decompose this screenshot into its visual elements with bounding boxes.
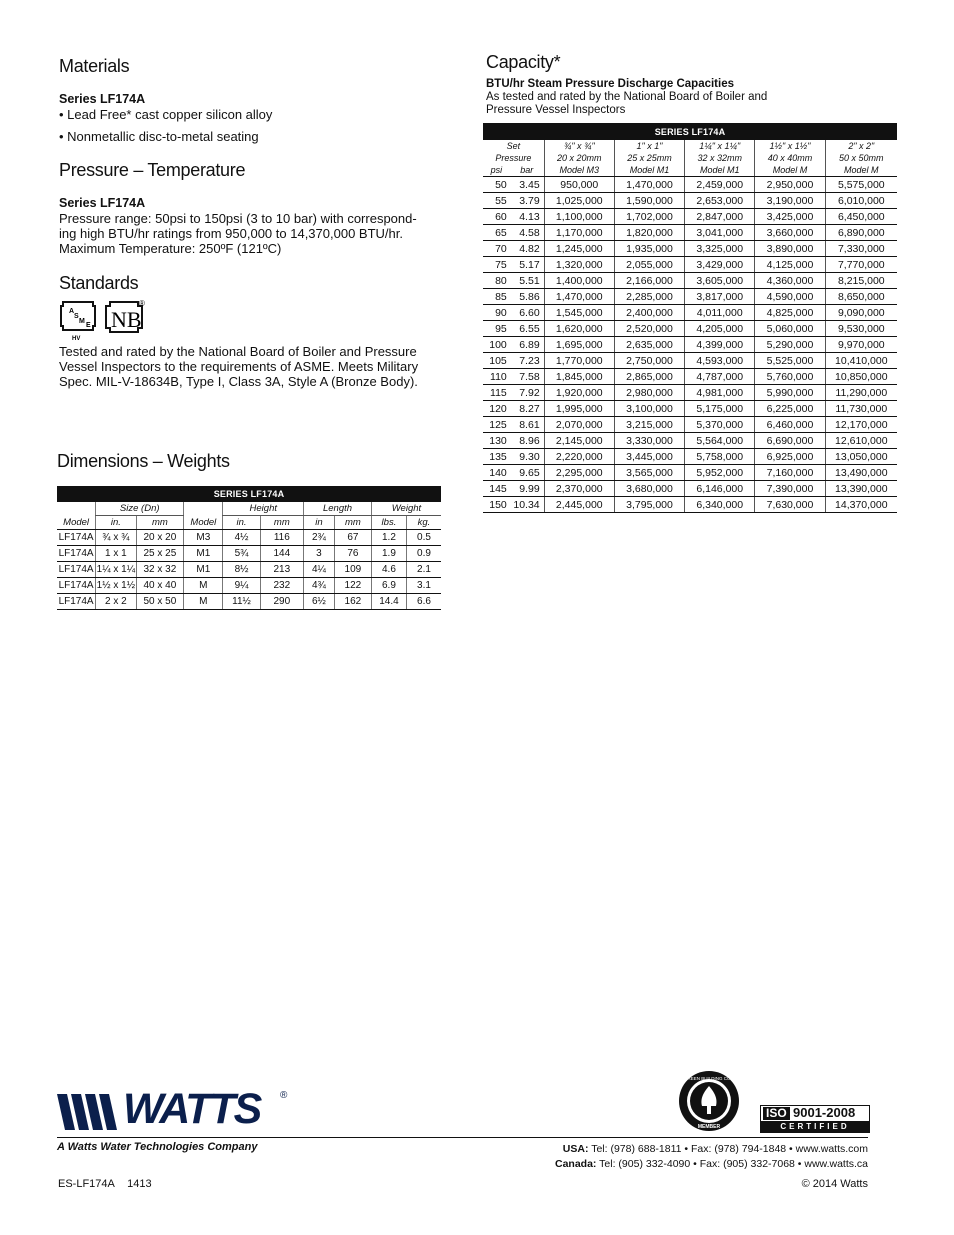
dimensions-row xyxy=(57,546,441,562)
capacity-bar-cell: 3.79 xyxy=(510,193,544,209)
col-weight-kg: kg. xyxy=(406,516,441,530)
capacity-row xyxy=(483,257,897,273)
col-height-in: in. xyxy=(223,516,260,530)
dimensions-cell: 6.9 xyxy=(371,578,406,594)
capacity-value-cell: 1,470,000 xyxy=(544,289,614,305)
capacity-value-cell: 5,370,000 xyxy=(685,417,755,433)
capacity-value-cell: 7,630,000 xyxy=(755,497,825,513)
size-in-3: 1½" x 1½" xyxy=(755,140,825,152)
capacity-psi-cell: 60 xyxy=(483,209,510,225)
dimensions-cell: 162 xyxy=(334,594,371,610)
capacity-value-cell: 4,825,000 xyxy=(755,305,825,321)
capacity-bar-cell: 5.86 xyxy=(510,289,544,305)
unit-bar: bar xyxy=(510,164,544,177)
usgbc-member-seal-icon xyxy=(673,1070,745,1132)
capacity-value-cell: 6,450,000 xyxy=(825,209,897,225)
capacity-value-cell: 2,950,000 xyxy=(755,177,825,193)
capacity-row xyxy=(483,401,897,417)
dimensions-cell: 4¼ xyxy=(304,562,335,578)
capacity-row xyxy=(483,289,897,305)
capacity-row xyxy=(483,209,897,225)
dimensions-cell: LF174A xyxy=(57,530,96,546)
capacity-psi-cell: 95 xyxy=(483,321,510,337)
capacity-value-cell: 3,215,000 xyxy=(614,417,684,433)
capacity-bar-cell: 6.60 xyxy=(510,305,544,321)
capacity-value-cell: 8,215,000 xyxy=(825,273,897,289)
capacity-value-cell: 2,459,000 xyxy=(685,177,755,193)
dimensions-heading: Dimensions – Weights xyxy=(57,451,230,471)
capacity-row xyxy=(483,369,897,385)
capacity-bar-cell: 6.89 xyxy=(510,337,544,353)
capacity-value-cell: 7,160,000 xyxy=(755,465,825,481)
svg-text:A: A xyxy=(69,308,75,315)
svg-text:NB: NB xyxy=(111,307,142,332)
dimensions-cell: 1½ x 1½ xyxy=(96,578,136,594)
dimensions-cell: 67 xyxy=(334,530,371,546)
capacity-value-cell: 3,100,000 xyxy=(614,401,684,417)
size-mm-1: 25 x 25mm xyxy=(614,152,684,164)
dimensions-cell: LF174A xyxy=(57,594,96,610)
iso-certification-badge xyxy=(760,1105,870,1133)
dimensions-cell: 25 x 25 xyxy=(136,546,184,562)
dimensions-row xyxy=(57,578,441,594)
set-label: Set xyxy=(506,141,521,151)
capacity-value-cell: 3,041,000 xyxy=(685,225,755,241)
group-height: Height xyxy=(223,502,304,516)
capacity-value-cell: 5,760,000 xyxy=(755,369,825,385)
capacity-psi-cell: 130 xyxy=(483,433,510,449)
capacity-value-cell: 9,970,000 xyxy=(825,337,897,353)
capacity-value-cell: 6,460,000 xyxy=(755,417,825,433)
capacity-psi-cell: 135 xyxy=(483,449,510,465)
capacity-value-cell: 3,330,000 xyxy=(614,433,684,449)
dimensions-cell: 2.1 xyxy=(406,562,441,578)
size-in-4: 2" x 2" xyxy=(825,140,897,152)
capacity-value-cell: 4,787,000 xyxy=(685,369,755,385)
materials-bullet-2: • Nonmetallic disc-to-metal seating xyxy=(59,129,259,144)
col-model-2: Model xyxy=(184,516,223,530)
model-1: Model M1 xyxy=(614,164,684,177)
capacity-value-cell: 950,000 xyxy=(544,177,614,193)
capacity-value-cell: 1,100,000 xyxy=(544,209,614,225)
col-model: Model xyxy=(57,516,96,530)
asme-stamp-icon xyxy=(59,298,99,342)
capacity-psi-cell: 70 xyxy=(483,241,510,257)
dimensions-row xyxy=(57,594,441,610)
capacity-value-cell: 2,295,000 xyxy=(544,465,614,481)
dimensions-cell: 1 x 1 xyxy=(96,546,136,562)
dimensions-cell: 144 xyxy=(260,546,303,562)
model-0: Model M3 xyxy=(544,164,614,177)
standards-heading: Standards xyxy=(59,273,139,293)
iso-label: ISO xyxy=(763,1107,790,1120)
capacity-value-cell: 2,166,000 xyxy=(614,273,684,289)
group-size: Size (Dn) xyxy=(96,502,184,516)
materials-heading: Materials xyxy=(59,56,130,76)
copyright: © 2014 Watts xyxy=(801,1178,868,1190)
capacity-value-cell: 1,590,000 xyxy=(614,193,684,209)
capacity-psi-cell: 75 xyxy=(483,257,510,273)
capacity-psi-cell: 100 xyxy=(483,337,510,353)
pressure-text: Pressure range: 50psi to 150psi (3 to 10 bar) with correspond- ing high BTU/hr ratings from 950,000 to 14,370,000 BTU/hr. Maximum Temperature: 250ºF (121ºC) xyxy=(59,211,417,256)
capacity-value-cell: 2,285,000 xyxy=(614,289,684,305)
dimensions-cell: M3 xyxy=(184,530,223,546)
size-mm-3: 40 x 40mm xyxy=(755,152,825,164)
capacity-row xyxy=(483,417,897,433)
capacity-value-cell: 3,817,000 xyxy=(685,289,755,305)
size-in-0: ¾" x ¾" xyxy=(544,140,614,152)
capacity-psi-cell: 90 xyxy=(483,305,510,321)
dimensions-cell: M xyxy=(184,578,223,594)
capacity-psi-cell: 105 xyxy=(483,353,510,369)
usa-contact: USA: Tel: (978) 688-1811 • Fax: (978) 794-1848 • www.watts.com xyxy=(562,1143,868,1155)
capacity-row xyxy=(483,305,897,321)
capacity-psi-cell: 110 xyxy=(483,369,510,385)
watts-wave-icon xyxy=(57,1094,129,1130)
svg-text:®: ® xyxy=(139,299,145,308)
dimensions-cell: 2¾ xyxy=(304,530,335,546)
watts-logo xyxy=(57,1085,291,1134)
capacity-value-cell: 4,981,000 xyxy=(685,385,755,401)
iso-certified: CERTIFIED xyxy=(761,1121,869,1132)
capacity-value-cell: 4,399,000 xyxy=(685,337,755,353)
capacity-value-cell: 1,935,000 xyxy=(614,241,684,257)
capacity-value-cell: 8,650,000 xyxy=(825,289,897,305)
capacity-psi-cell: 55 xyxy=(483,193,510,209)
dimensions-table xyxy=(57,486,441,610)
capacity-value-cell: 4,125,000 xyxy=(755,257,825,273)
capacity-row xyxy=(483,385,897,401)
dimensions-cell: 20 x 20 xyxy=(136,530,184,546)
capacity-value-cell: 4,011,000 xyxy=(685,305,755,321)
dimensions-cell: 0.5 xyxy=(406,530,441,546)
capacity-bar-cell: 4.82 xyxy=(510,241,544,257)
capacity-value-cell: 2,055,000 xyxy=(614,257,684,273)
dimensions-cell: 6.6 xyxy=(406,594,441,610)
capacity-row xyxy=(483,241,897,257)
capacity-value-cell: 13,390,000 xyxy=(825,481,897,497)
capacity-row xyxy=(483,433,897,449)
unit-psi: psi xyxy=(483,164,510,177)
group-length: Length xyxy=(304,502,372,516)
capacity-bar-cell: 7.23 xyxy=(510,353,544,369)
capacity-value-cell: 1,400,000 xyxy=(544,273,614,289)
capacity-value-cell: 3,425,000 xyxy=(755,209,825,225)
capacity-row xyxy=(483,225,897,241)
capacity-value-cell: 5,990,000 xyxy=(755,385,825,401)
capacity-note: As tested and rated by the National Board of Boiler and Pressure Vessel Inspectors xyxy=(486,91,768,116)
capacity-row xyxy=(483,497,897,513)
capacity-value-cell: 2,070,000 xyxy=(544,417,614,433)
capacity-value-cell: 13,050,000 xyxy=(825,449,897,465)
dimensions-cell: 40 x 40 xyxy=(136,578,184,594)
capacity-value-cell: 5,525,000 xyxy=(755,353,825,369)
capacity-value-cell: 1,320,000 xyxy=(544,257,614,273)
svg-text:S: S xyxy=(74,313,79,320)
dimensions-cell: LF174A xyxy=(57,562,96,578)
capacity-value-cell: 1,470,000 xyxy=(614,177,684,193)
materials-bullet-1: • Lead Free* cast copper silicon alloy xyxy=(59,107,273,122)
capacity-psi-cell: 125 xyxy=(483,417,510,433)
capacity-value-cell: 2,445,000 xyxy=(544,497,614,513)
capacity-value-cell: 6,890,000 xyxy=(825,225,897,241)
capacity-value-cell: 3,429,000 xyxy=(685,257,755,273)
capacity-value-cell: 2,145,000 xyxy=(544,433,614,449)
capacity-value-cell: 3,325,000 xyxy=(685,241,755,257)
size-mm-0: 20 x 20mm xyxy=(544,152,614,164)
dimensions-cell: 4.6 xyxy=(371,562,406,578)
canada-contact: Canada: Tel: (905) 332-4090 • Fax: (905) 332-7068 • www.watts.ca xyxy=(555,1158,868,1170)
capacity-bar-cell: 8.96 xyxy=(510,433,544,449)
dimensions-cell: 50 x 50 xyxy=(136,594,184,610)
dimensions-cell: 5¾ xyxy=(223,546,260,562)
capacity-row xyxy=(483,273,897,289)
dimensions-cell: M1 xyxy=(184,546,223,562)
capacity-value-cell: 6,010,000 xyxy=(825,193,897,209)
capacity-value-cell: 3,190,000 xyxy=(755,193,825,209)
col-size-in: in. xyxy=(96,516,136,530)
model-3: Model M xyxy=(755,164,825,177)
capacity-value-cell: 2,750,000 xyxy=(614,353,684,369)
capacity-bar-cell: 10.34 xyxy=(510,497,544,513)
col-height-mm: mm xyxy=(260,516,303,530)
capacity-value-cell: 7,330,000 xyxy=(825,241,897,257)
capacity-psi-cell: 115 xyxy=(483,385,510,401)
svg-text:M: M xyxy=(79,318,85,325)
capacity-row xyxy=(483,481,897,497)
capacity-value-cell: 5,290,000 xyxy=(755,337,825,353)
capacity-psi-cell: 85 xyxy=(483,289,510,305)
capacity-bar-cell: 9.99 xyxy=(510,481,544,497)
capacity-bar-cell: 8.61 xyxy=(510,417,544,433)
capacity-value-cell: 6,146,000 xyxy=(685,481,755,497)
dimensions-cell: 1.2 xyxy=(371,530,406,546)
capacity-value-cell: 1,820,000 xyxy=(614,225,684,241)
capacity-value-cell: 9,090,000 xyxy=(825,305,897,321)
dimensions-cell: LF174A xyxy=(57,578,96,594)
capacity-value-cell: 2,400,000 xyxy=(614,305,684,321)
watts-wordmark: WATTS xyxy=(123,1085,261,1133)
capacity-value-cell: 2,635,000 xyxy=(614,337,684,353)
capacity-value-cell: 3,445,000 xyxy=(614,449,684,465)
capacity-psi-cell: 50 xyxy=(483,177,510,193)
dimensions-cell: M xyxy=(184,594,223,610)
national-board-stamp-icon xyxy=(104,298,148,338)
capacity-bar-cell: 8.27 xyxy=(510,401,544,417)
capacity-value-cell: 3,660,000 xyxy=(755,225,825,241)
standards-text: Tested and rated by the National Board of Boiler and Pressure Vessel Inspectors to the requirements of ASME. Meets Military Spec. MIL-V-18634B, Type I, Class 3A, Style A (Bronze Body). xyxy=(59,344,419,389)
capacity-value-cell: 5,564,000 xyxy=(685,433,755,449)
document-code: ES-LF174A 1413 xyxy=(58,1178,152,1190)
pressure-temperature-heading: Pressure – Temperature xyxy=(59,160,246,180)
capacity-value-cell: 4,360,000 xyxy=(755,273,825,289)
capacity-value-cell: 1,702,000 xyxy=(614,209,684,225)
svg-text:E: E xyxy=(86,322,91,329)
capacity-value-cell: 1,995,000 xyxy=(544,401,614,417)
group-weight: Weight xyxy=(371,502,441,516)
capacity-bar-cell: 9.30 xyxy=(510,449,544,465)
capacity-value-cell: 1,545,000 xyxy=(544,305,614,321)
capacity-value-cell: 1,920,000 xyxy=(544,385,614,401)
capacity-table xyxy=(483,123,897,513)
dimensions-cell: M1 xyxy=(184,562,223,578)
capacity-bar-cell: 3.45 xyxy=(510,177,544,193)
capacity-value-cell: 1,025,000 xyxy=(544,193,614,209)
dimensions-row xyxy=(57,530,441,546)
dimensions-cell: 4¾ xyxy=(304,578,335,594)
capacity-value-cell: 2,653,000 xyxy=(685,193,755,209)
capacity-table-band: SERIES LF174A xyxy=(483,123,897,140)
capacity-row xyxy=(483,449,897,465)
dimensions-cell: 0.9 xyxy=(406,546,441,562)
capacity-value-cell: 3,890,000 xyxy=(755,241,825,257)
col-size-mm: mm xyxy=(136,516,184,530)
svg-text:MEMBER: MEMBER xyxy=(697,1124,721,1130)
capacity-value-cell: 7,390,000 xyxy=(755,481,825,497)
capacity-bar-cell: 4.58 xyxy=(510,225,544,241)
iso-number: 9001-2008 xyxy=(793,1105,856,1120)
dimensions-cell: ¾ x ¾ xyxy=(96,530,136,546)
capacity-bar-cell: 7.92 xyxy=(510,385,544,401)
size-in-2: 1¼" x 1¼" xyxy=(685,140,755,152)
capacity-value-cell: 10,410,000 xyxy=(825,353,897,369)
capacity-value-cell: 2,980,000 xyxy=(614,385,684,401)
materials-series: Series LF174A xyxy=(59,92,146,106)
dimensions-cell: 122 xyxy=(334,578,371,594)
dimensions-cell: 6½ xyxy=(304,594,335,610)
capacity-value-cell: 11,290,000 xyxy=(825,385,897,401)
capacity-heading: Capacity* xyxy=(486,52,561,72)
capacity-value-cell: 5,060,000 xyxy=(755,321,825,337)
capacity-value-cell: 2,865,000 xyxy=(614,369,684,385)
dimensions-cell: 109 xyxy=(334,562,371,578)
dimensions-cell: 213 xyxy=(260,562,303,578)
col-length-mm: mm xyxy=(334,516,371,530)
col-length-in: in xyxy=(304,516,335,530)
capacity-value-cell: 2,370,000 xyxy=(544,481,614,497)
dimensions-cell: 3.1 xyxy=(406,578,441,594)
capacity-value-cell: 7,770,000 xyxy=(825,257,897,273)
capacity-value-cell: 6,690,000 xyxy=(755,433,825,449)
capacity-value-cell: 14,370,000 xyxy=(825,497,897,513)
capacity-row xyxy=(483,337,897,353)
svg-text:U.S. GREEN BUILDING COUNCIL: U.S. GREEN BUILDING COUNCIL xyxy=(673,1076,745,1081)
capacity-value-cell: 1,695,000 xyxy=(544,337,614,353)
capacity-value-cell: 3,795,000 xyxy=(614,497,684,513)
capacity-psi-cell: 145 xyxy=(483,481,510,497)
capacity-value-cell: 2,220,000 xyxy=(544,449,614,465)
pressure-series: Series LF174A xyxy=(59,196,146,210)
capacity-value-cell: 4,593,000 xyxy=(685,353,755,369)
capacity-value-cell: 12,610,000 xyxy=(825,433,897,449)
dimensions-cell: 76 xyxy=(334,546,371,562)
model-2: Model M1 xyxy=(685,164,755,177)
capacity-bar-cell: 5.51 xyxy=(510,273,544,289)
footer-tagline: A Watts Water Technologies Company xyxy=(57,1141,258,1153)
capacity-value-cell: 5,575,000 xyxy=(825,177,897,193)
col-weight-lbs: lbs. xyxy=(371,516,406,530)
capacity-value-cell: 3,605,000 xyxy=(685,273,755,289)
capacity-value-cell: 9,530,000 xyxy=(825,321,897,337)
capacity-value-cell: 2,847,000 xyxy=(685,209,755,225)
dimensions-cell: 1¼ x 1¼ xyxy=(96,562,136,578)
dimensions-cell: 14.4 xyxy=(371,594,406,610)
watts-registered: ® xyxy=(280,1090,288,1101)
capacity-value-cell: 5,175,000 xyxy=(685,401,755,417)
capacity-bar-cell: 5.17 xyxy=(510,257,544,273)
capacity-value-cell: 2,520,000 xyxy=(614,321,684,337)
model-4: Model M xyxy=(825,164,897,177)
size-in-1: 1" x 1" xyxy=(614,140,684,152)
size-mm-2: 32 x 32mm xyxy=(685,152,755,164)
capacity-row xyxy=(483,177,897,193)
capacity-value-cell: 10,850,000 xyxy=(825,369,897,385)
capacity-psi-cell: 80 xyxy=(483,273,510,289)
dimensions-row xyxy=(57,562,441,578)
capacity-bar-cell: 4.13 xyxy=(510,209,544,225)
size-mm-4: 50 x 50mm xyxy=(825,152,897,164)
capacity-psi-cell: 120 xyxy=(483,401,510,417)
capacity-value-cell: 6,925,000 xyxy=(755,449,825,465)
dimensions-cell: 3 xyxy=(304,546,335,562)
footer-rule xyxy=(57,1137,868,1138)
capacity-value-cell: 5,758,000 xyxy=(685,449,755,465)
capacity-value-cell: 13,490,000 xyxy=(825,465,897,481)
capacity-value-cell: 1,245,000 xyxy=(544,241,614,257)
capacity-value-cell: 4,590,000 xyxy=(755,289,825,305)
capacity-row xyxy=(483,353,897,369)
capacity-psi-cell: 140 xyxy=(483,465,510,481)
capacity-value-cell: 1,620,000 xyxy=(544,321,614,337)
capacity-value-cell: 6,340,000 xyxy=(685,497,755,513)
capacity-row xyxy=(483,193,897,209)
capacity-value-cell: 5,952,000 xyxy=(685,465,755,481)
capacity-value-cell: 3,565,000 xyxy=(614,465,684,481)
dimensions-cell: 32 x 32 xyxy=(136,562,184,578)
svg-text:HV: HV xyxy=(72,336,81,342)
capacity-value-cell: 6,225,000 xyxy=(755,401,825,417)
capacity-bar-cell: 9.65 xyxy=(510,465,544,481)
dimensions-cell: 232 xyxy=(260,578,303,594)
dimensions-cell: LF174A xyxy=(57,546,96,562)
dimensions-cell: 2 x 2 xyxy=(96,594,136,610)
capacity-value-cell: 1,770,000 xyxy=(544,353,614,369)
capacity-value-cell: 4,205,000 xyxy=(685,321,755,337)
capacity-value-cell: 3,680,000 xyxy=(614,481,684,497)
capacity-value-cell: 12,170,000 xyxy=(825,417,897,433)
capacity-value-cell: 1,170,000 xyxy=(544,225,614,241)
capacity-row xyxy=(483,465,897,481)
dimensions-cell: 116 xyxy=(260,530,303,546)
capacity-subheading: BTU/hr Steam Pressure Discharge Capacities xyxy=(486,78,734,90)
capacity-value-cell: 1,845,000 xyxy=(544,369,614,385)
dimensions-cell: 290 xyxy=(260,594,303,610)
dimensions-cell: 8½ xyxy=(223,562,260,578)
dimensions-cell: 9¼ xyxy=(223,578,260,594)
capacity-bar-cell: 6.55 xyxy=(510,321,544,337)
capacity-value-cell: 11,730,000 xyxy=(825,401,897,417)
pressure-label: Pressure xyxy=(495,153,532,163)
dimensions-cell: 11½ xyxy=(223,594,260,610)
capacity-row xyxy=(483,321,897,337)
dimensions-cell: 4½ xyxy=(223,530,260,546)
dimensions-cell: 1.9 xyxy=(371,546,406,562)
capacity-psi-cell: 65 xyxy=(483,225,510,241)
capacity-psi-cell: 150 xyxy=(483,497,510,513)
dimensions-table-band: SERIES LF174A xyxy=(57,486,441,502)
capacity-bar-cell: 7.58 xyxy=(510,369,544,385)
